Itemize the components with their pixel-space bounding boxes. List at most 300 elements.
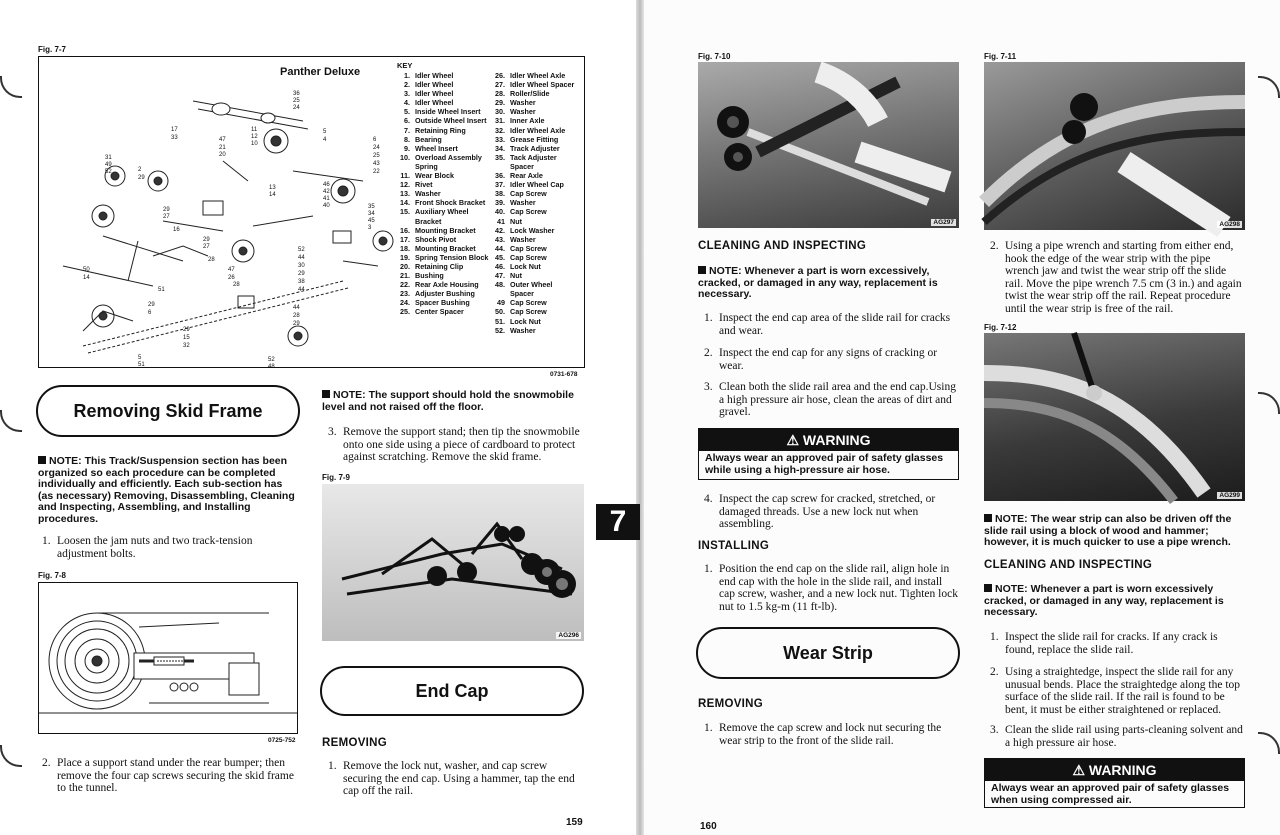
key-entry — [491, 189, 574, 198]
svg-text:14: 14 — [83, 275, 90, 281]
key-part-name: Cap Screw — [510, 207, 547, 217]
key-entry — [396, 144, 488, 153]
key-part-name: Lock Nut — [510, 261, 541, 271]
note-bullet-icon — [984, 584, 992, 592]
key-entry — [396, 153, 488, 162]
key-number: 22. — [400, 280, 410, 290]
key-number: 25. — [400, 307, 410, 317]
chapter-tab: 7 — [596, 504, 640, 540]
key-number: 8. — [404, 134, 410, 144]
slide-rail-photo — [984, 333, 1245, 501]
svg-text:24: 24 — [373, 145, 380, 151]
key-number: 45. — [495, 252, 505, 262]
key-entry — [491, 244, 574, 253]
key-part-name: Cap Screw — [510, 298, 547, 308]
fig-7-8-label: Fig. 7-8 — [38, 571, 67, 580]
key-entry — [396, 253, 488, 262]
ci-step-4: 4. Inspect the cap screw for cracked, stretched, or damaged threads. Use a new lock nut when assembling. — [704, 493, 936, 530]
key-part-name: Auxiliary Wheel — [415, 207, 469, 217]
svg-text:35: 35 — [368, 204, 375, 210]
svg-text:48: 48 — [268, 364, 275, 370]
svg-text:38: 38 — [298, 279, 305, 285]
key-entry — [396, 217, 488, 226]
key-number: 48. — [495, 280, 505, 290]
warning-header: ⚠ WARNING — [699, 429, 958, 451]
key-part-name: Center Spacer — [415, 307, 464, 317]
key-part-name: Washer — [510, 234, 536, 244]
key-part-name: Inside Wheel Insert — [415, 107, 481, 117]
key-number: 16. — [400, 225, 410, 235]
key-part-name: Rivet — [415, 180, 433, 190]
ci2-step-1: 1. Inspect the slide rail for cracks. If any crack is found, replace the slide rail. — [990, 631, 1218, 656]
svg-text:51: 51 — [158, 287, 165, 293]
key-entry — [396, 98, 488, 107]
key-part-name: Idler Wheel Axle — [510, 125, 566, 135]
note-worn-part-2: NOTE: Whenever a part is worn excessively cracked, or damaged in any way, replacement is necessary. — [984, 583, 1224, 618]
key-part-name: Spring Tension Block — [415, 252, 489, 262]
step-1-remove-lock-nut: 1. Remove the lock nut, washer, and cap screw securing the end cap. Using a hammer, tap the end cap off the rail. — [328, 760, 575, 797]
warning-text: Always wear an approved pair of safety glasses when using compressed air. — [991, 782, 1230, 806]
key-entry — [396, 126, 488, 135]
ci2-step-3: 3. Clean the slide rail using parts-cleaning solvent and a high pressure air hose. — [990, 724, 1243, 749]
wear-strip-step-1: 1. Remove the cap screw and lock nut securing the wear strip to the front of the slide rail. — [704, 722, 942, 747]
section-heading-removing-skid-frame: Removing Skid Frame — [36, 385, 300, 437]
key-part-name: Adjuster Bushing — [415, 289, 475, 299]
svg-text:51: 51 — [138, 362, 145, 368]
svg-text:16: 16 — [173, 227, 180, 233]
svg-text:29: 29 — [293, 321, 300, 327]
diagram-title: Panther Deluxe — [280, 66, 361, 78]
svg-text:25: 25 — [293, 98, 300, 104]
key-entry — [491, 171, 574, 180]
key-entry — [396, 189, 488, 198]
note-bullet-icon — [698, 266, 706, 274]
key-entry — [396, 298, 488, 307]
section-heading-wear-strip: Wear Strip — [696, 627, 960, 679]
key-part-name: Lock Washer — [510, 225, 555, 235]
key-number: 28. — [495, 89, 505, 99]
key-number: 32. — [495, 125, 505, 135]
page-edge-curl — [1258, 732, 1280, 754]
svg-text:33: 33 — [171, 135, 178, 141]
svg-text:44: 44 — [293, 305, 300, 311]
key-number: 23. — [400, 289, 410, 299]
svg-text:11: 11 — [251, 127, 258, 133]
warning-box-air-hose — [698, 428, 959, 480]
svg-text:3: 3 — [368, 225, 372, 231]
key-number: 11. — [400, 171, 410, 181]
key-entry — [491, 135, 574, 144]
page-number-right: 160 — [700, 821, 717, 832]
key-part-name: Shock Pivot — [415, 234, 457, 244]
key-entry — [396, 162, 488, 171]
svg-text:50: 50 — [83, 267, 90, 273]
key-entry — [491, 226, 574, 235]
svg-text:21: 21 — [219, 145, 226, 151]
svg-text:29: 29 — [298, 271, 305, 277]
warning-header: ⚠ WARNING — [985, 759, 1244, 781]
svg-text:42: 42 — [323, 189, 330, 195]
fig-7-12-label: Fig. 7-12 — [984, 323, 1017, 332]
key-part-name: Idler Wheel Axle — [510, 71, 566, 80]
key-entry — [491, 180, 574, 189]
subheading-cleaning-inspecting: CLEANING AND INSPECTING — [698, 240, 867, 252]
fig-7-9-photo — [322, 484, 584, 641]
key-entry — [491, 307, 574, 316]
key-part-name: Idler Wheel — [415, 80, 454, 90]
key-number: 5. — [404, 107, 410, 117]
key-entry — [491, 162, 574, 171]
fig-7-12-photo — [984, 333, 1245, 501]
key-part-name: Bushing — [415, 271, 444, 281]
svg-text:52: 52 — [298, 247, 305, 253]
key-part-name: Spacer Bushing — [415, 298, 470, 308]
fig-7-10-label: Fig. 7-10 — [698, 52, 731, 61]
key-entry — [491, 235, 574, 244]
key-column-1 — [396, 71, 488, 317]
key-entry — [396, 198, 488, 207]
key-entry — [396, 80, 488, 89]
key-part-name: Mounting Bracket — [415, 243, 476, 253]
svg-text:36: 36 — [293, 91, 300, 97]
key-number: 19. — [400, 252, 410, 262]
track-tension-diagram — [39, 583, 297, 733]
key-entry — [491, 71, 574, 80]
key-entry — [396, 244, 488, 253]
svg-text:49: 49 — [105, 162, 112, 168]
ci2-step-2: 2. Using a straightedge, inspect the slide rail for any unusual bends. Place the straightedge along the top surface of the slide rail. If the rail is found to be bent, it must be either straightened or replaced. — [990, 666, 1241, 716]
key-entry — [491, 253, 574, 262]
key-number: 3. — [404, 89, 410, 99]
svg-text:28: 28 — [293, 313, 300, 319]
key-part-name: Outside Wheel Insert — [415, 116, 487, 126]
key-entry — [396, 135, 488, 144]
fig-7-8-code: 0725-752 — [268, 737, 296, 744]
svg-text:4: 4 — [323, 137, 327, 143]
svg-text:43: 43 — [373, 161, 380, 167]
key-part-name: Lock Nut — [510, 316, 541, 326]
key-part-name: Bearing — [415, 134, 442, 144]
key-part-name: Cap Screw — [510, 243, 547, 253]
key-entry — [491, 98, 574, 107]
svg-text:20: 20 — [219, 152, 226, 158]
svg-text:27: 27 — [203, 244, 210, 250]
key-part-name: Wear Block — [415, 171, 455, 181]
key-entry — [491, 280, 574, 289]
warning-text: Always wear an approved pair of safety glasses while using a high-pressure air hose. — [705, 452, 944, 476]
right-page — [644, 0, 1280, 835]
ci-step-1: 1. Inspect the end cap area of the slide rail for cracks and wear. — [704, 312, 951, 337]
pipe-wrench-photo — [984, 62, 1245, 230]
svg-text:45: 45 — [368, 218, 375, 224]
page-edge-curl — [0, 410, 22, 432]
key-number: 1. — [404, 71, 410, 80]
key-entry — [491, 262, 574, 271]
svg-text:24: 24 — [293, 105, 300, 111]
key-number: 26. — [495, 71, 505, 80]
key-part-name: Cap Screw — [510, 252, 547, 262]
svg-text:13: 13 — [269, 185, 276, 191]
svg-text:5: 5 — [323, 129, 327, 135]
key-part-name: Overload Assembly — [415, 152, 482, 162]
key-number: 34. — [495, 143, 505, 153]
key-number: 15. — [400, 207, 410, 217]
key-number: 20. — [400, 261, 410, 271]
key-entry — [396, 226, 488, 235]
key-entry — [491, 198, 574, 207]
key-entry — [491, 89, 574, 98]
key-number: 42. — [495, 225, 505, 235]
key-part-name: Washer — [510, 325, 536, 335]
note-bullet-icon — [984, 514, 992, 522]
svg-text:28: 28 — [233, 282, 240, 288]
fig-7-7-code: 0731-678 — [550, 371, 578, 378]
svg-text:52: 52 — [105, 169, 112, 175]
svg-text:29: 29 — [203, 237, 210, 243]
fig-7-7-box — [38, 56, 585, 368]
key-entry — [396, 207, 488, 216]
key-number: 50. — [495, 307, 505, 317]
fig-7-8-box — [38, 582, 298, 734]
key-number: 9. — [404, 143, 410, 153]
key-entry — [491, 207, 574, 216]
page-number-left: 159 — [566, 817, 583, 828]
book-gutter — [636, 0, 644, 835]
key-entry — [491, 153, 574, 162]
key-entry — [491, 326, 574, 335]
key-part-name: Mounting Bracket — [415, 225, 476, 235]
key-number: 35. — [495, 152, 505, 162]
svg-text:47: 47 — [228, 267, 235, 273]
note-bullet-icon — [38, 456, 46, 464]
svg-text:15: 15 — [183, 335, 190, 341]
key-part-name: Grease Fitting — [510, 134, 559, 144]
svg-text:6: 6 — [373, 137, 377, 143]
skid-frame-photo — [322, 484, 584, 641]
key-number: 14. — [400, 198, 410, 208]
note-worn-part: NOTE: Whenever a part is worn excessively, cracked, or damaged in any way, replacement is necessary. — [698, 265, 938, 300]
key-part-name: Wheel Insert — [415, 143, 458, 153]
key-entry — [396, 107, 488, 116]
svg-text:2: 2 — [138, 167, 142, 173]
key-part-name: Washer — [415, 189, 441, 199]
fig-7-9-label: Fig. 7-9 — [322, 473, 351, 482]
svg-text:26: 26 — [228, 275, 235, 281]
key-number: 7. — [404, 125, 410, 135]
fig-7-11-photo — [984, 62, 1245, 230]
svg-text:29: 29 — [163, 207, 170, 213]
ci-step-2: 2. Inspect the end cap for any signs of cracking or wear. — [704, 347, 938, 372]
key-part-name: Rear Axle — [510, 171, 543, 181]
key-number: 24. — [400, 298, 410, 308]
key-entry — [396, 89, 488, 98]
key-entry — [491, 107, 574, 116]
key-entry — [491, 217, 574, 226]
key-entry — [396, 180, 488, 189]
key-part-name: Idler Wheel Spacer — [510, 80, 575, 90]
svg-text:52: 52 — [268, 357, 275, 363]
svg-text:29: 29 — [183, 327, 190, 333]
key-part-name: Nut — [510, 271, 522, 281]
svg-text:25: 25 — [373, 153, 380, 159]
key-part-name: Bracket — [415, 216, 442, 226]
key-entry — [491, 126, 574, 135]
key-part-name: Spring — [415, 161, 438, 171]
svg-text:40: 40 — [323, 203, 330, 209]
note-support-level: NOTE: The support should hold the snowmobile level and not raised off the floor. — [322, 389, 574, 413]
key-entry — [491, 116, 574, 125]
svg-text:32: 32 — [183, 343, 190, 349]
key-part-name: Cap Screw — [510, 189, 547, 199]
key-number: 46. — [495, 261, 505, 271]
key-number: 49 — [497, 298, 505, 308]
key-column-2 — [491, 71, 574, 335]
ci-step-3: 3. Clean both the slide rail area and the end cap.Using a high pressure air hose, clean the areas of dirt and gravel. — [704, 381, 956, 418]
key-number: 31. — [495, 116, 505, 126]
key-number: 52. — [495, 325, 505, 335]
key-entry — [396, 262, 488, 271]
key-title: KEY — [397, 61, 413, 70]
svg-text:34: 34 — [368, 211, 375, 217]
key-number: 10. — [400, 152, 410, 162]
key-entry — [396, 116, 488, 125]
key-number: 2. — [404, 80, 410, 90]
key-entry — [491, 289, 574, 298]
key-entry — [491, 271, 574, 280]
key-entry — [491, 298, 574, 307]
fig-7-11-code: AG298 — [1219, 221, 1240, 228]
svg-text:14: 14 — [269, 192, 276, 198]
key-number: 17. — [400, 234, 410, 244]
key-part-name: Idler Wheel — [415, 71, 454, 80]
svg-text:29: 29 — [138, 175, 145, 181]
key-number: 39. — [495, 198, 505, 208]
key-part-name: Front Shock Bracket — [415, 198, 486, 208]
section-heading-end-cap: End Cap — [320, 666, 584, 716]
key-entry — [396, 171, 488, 180]
key-number: 27. — [495, 80, 505, 90]
page-edge-curl — [1258, 76, 1280, 98]
key-number: 47. — [495, 271, 505, 281]
key-number: 6. — [404, 116, 410, 126]
svg-text:31: 31 — [105, 155, 112, 161]
key-number: 43. — [495, 234, 505, 244]
subheading-removing-wear-strip: REMOVING — [698, 698, 764, 710]
key-part-name: Inner Axle — [510, 116, 545, 126]
key-number: 38. — [495, 189, 505, 199]
step-1-loosen: 1. Loosen the jam nuts and two track-tension adjustment bolts. — [42, 535, 253, 560]
step-2-support-stand: 2. Place a support stand under the rear bumper; then remove the four cap screws securing the skid frame to the tunnel. — [42, 757, 294, 794]
wear-strip-step-2: 2. Using a pipe wrench and starting from either end, hook the edge of the wear strip with the pipe wrench jaw and twist the wear strip off the slide rail. Move the pipe wrench 7.5 cm (3 in.) and again twist the wear strip off the rail. Repeat procedure until the wear strip is free of the rail. — [990, 240, 1242, 315]
key-number: 44. — [495, 243, 505, 253]
key-entry — [491, 144, 574, 153]
svg-text:27: 27 — [163, 214, 170, 220]
fig-7-10-code: AG297 — [933, 219, 954, 226]
key-part-name: Cap Screw — [510, 307, 547, 317]
svg-text:46: 46 — [323, 182, 330, 188]
key-number: 51. — [495, 316, 505, 326]
key-part-name: Roller/Slide — [510, 89, 550, 99]
key-number: 36. — [495, 171, 505, 181]
svg-text:29: 29 — [148, 302, 155, 308]
fig-7-11-label: Fig. 7-11 — [984, 52, 1017, 61]
svg-text:28: 28 — [208, 257, 215, 263]
key-part-name: Idler Wheel — [415, 89, 454, 99]
step-3-remove-stand: 3. Remove the support stand; then tip the snowmobile onto one side using a piece of cardboard to protect against scratching. Remove the skid frame. — [328, 426, 580, 463]
key-part-name: Idler Wheel — [415, 98, 454, 108]
key-number: 37. — [495, 180, 505, 190]
key-part-name: Idler Wheel Cap — [510, 180, 564, 190]
key-entry — [396, 280, 488, 289]
key-part-name: Track Adjuster — [510, 143, 560, 153]
svg-text:30: 30 — [298, 263, 305, 269]
fig-7-10-photo — [698, 62, 959, 228]
svg-text:10: 10 — [251, 141, 258, 147]
svg-text:17: 17 — [171, 127, 178, 133]
subheading-removing: REMOVING — [322, 737, 388, 749]
svg-text:44: 44 — [298, 255, 305, 261]
fig-7-7-label: Fig. 7-7 — [38, 45, 67, 54]
page-edge-curl — [0, 76, 22, 98]
key-entry — [396, 271, 488, 280]
svg-text:44: 44 — [298, 287, 305, 293]
end-cap-wrench-photo — [698, 62, 959, 228]
subheading-cleaning-inspecting-2: CLEANING AND INSPECTING — [984, 559, 1153, 571]
svg-text:47: 47 — [219, 137, 226, 143]
key-part-name: Spacer — [510, 289, 534, 299]
key-number: 18. — [400, 243, 410, 253]
svg-text:5: 5 — [138, 355, 142, 361]
key-number: 4. — [404, 98, 410, 108]
note-bullet-icon — [322, 390, 330, 398]
key-part-name: Washer — [510, 107, 536, 117]
key-part-name: Retaining Ring — [415, 125, 466, 135]
key-number: 40. — [495, 207, 505, 217]
note-track-suspension: NOTE: This Track/Suspension section has been organized so each procedure can be completed individually and efficiently. Each sub-section has (as necessary) Removing, Disassembling, Cleaning and Inspecting, Assembling, and Installing procedures. — [38, 455, 295, 525]
page-edge-curl — [1258, 392, 1280, 414]
key-number: 41 — [497, 216, 505, 226]
key-number: 12. — [400, 180, 410, 190]
key-number: 29. — [495, 98, 505, 108]
svg-text:22: 22 — [373, 169, 380, 175]
key-number: 33. — [495, 134, 505, 144]
svg-text:12: 12 — [251, 134, 258, 140]
key-part-name: Nut — [510, 216, 522, 226]
key-number: 13. — [400, 189, 410, 199]
key-entry — [491, 317, 574, 326]
fig-7-12-code: AG299 — [1219, 492, 1240, 499]
key-part-name: Washer — [510, 198, 536, 208]
key-number: 21. — [400, 271, 410, 281]
key-entry — [396, 307, 488, 316]
key-part-name: Retaining Clip — [415, 261, 464, 271]
key-entry — [396, 289, 488, 298]
installing-step-1: 1. Position the end cap on the slide rail, align hole in end cap with the hole in the slide rail, and install cap screw, washer, and a new lock nut. Tighten lock nut to 1.5 kg-m (11 ft-lb). — [704, 563, 958, 613]
svg-text:6: 6 — [148, 310, 152, 316]
subheading-installing: INSTALLING — [698, 540, 770, 552]
key-entry — [396, 235, 488, 244]
key-entry — [396, 71, 488, 80]
svg-text:41: 41 — [323, 196, 330, 202]
fig-7-9-code: AG296 — [558, 632, 579, 639]
key-part-name: Rear Axle Housing — [415, 280, 479, 290]
key-number: 30. — [495, 107, 505, 117]
key-part-name: Tack Adjuster — [510, 152, 557, 162]
page-edge-curl — [0, 745, 22, 767]
warning-box-compressed-air — [984, 758, 1245, 808]
key-part-name: Spacer — [510, 161, 534, 171]
key-entry — [491, 80, 574, 89]
